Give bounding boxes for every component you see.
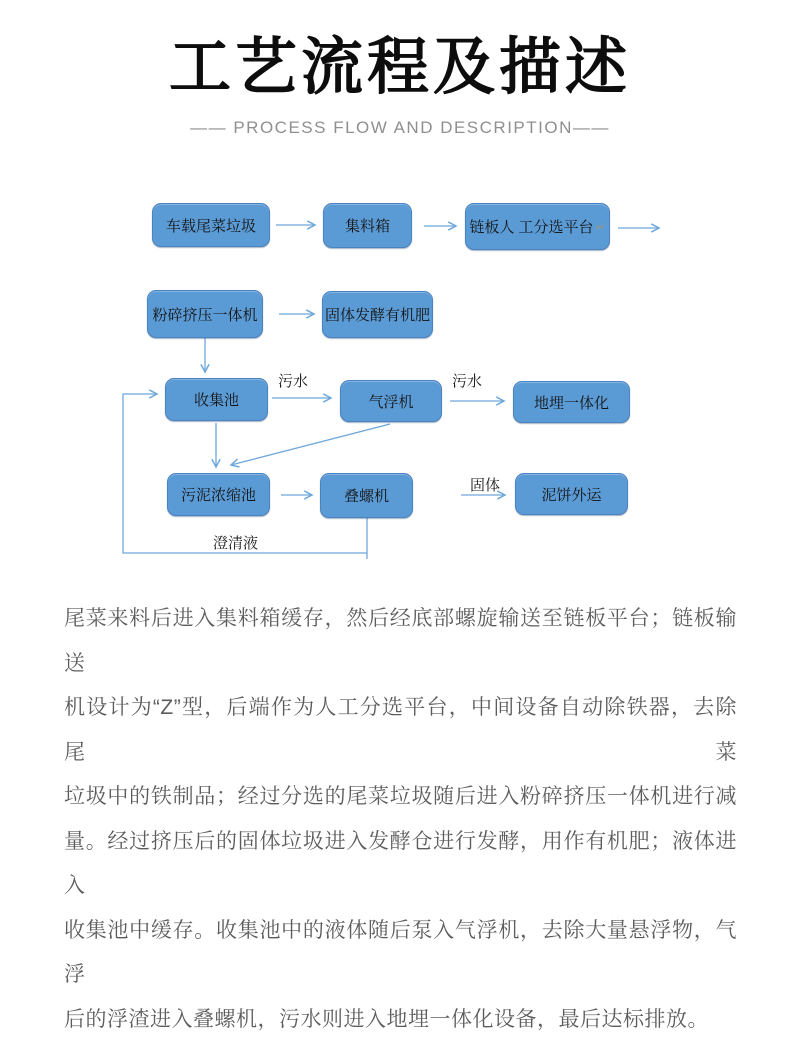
flow-node-label: 气浮机: [368, 391, 413, 412]
flow-node-chain-plate-platform: [465, 203, 610, 250]
page-subtitle: —— PROCESS FLOW AND DESCRIPTION——: [0, 118, 800, 138]
flow-node-label: 地埋一体化: [534, 392, 609, 413]
flow-node-air-flotation: [340, 380, 442, 422]
flow-node-label: 固体发酵有机肥: [325, 304, 430, 325]
page-title: 工艺流程及描述: [0, 34, 800, 102]
description-line: 垃圾中的铁制品；经过分选的尾菜垃圾随后进入粉碎挤压一体机进行减: [64, 775, 737, 820]
flow-node-label: 车载尾菜垃圾: [166, 215, 256, 236]
flow-node-label: 叠螺机: [344, 485, 389, 506]
flow-node-label: 链板人 工分选平台: [469, 216, 593, 237]
description-line: 后的浮渣进入叠螺机，污水则进入地埋一体化设备，最后达标排放。: [64, 998, 737, 1042]
flow-node-label: 粉碎挤压一体机: [152, 304, 257, 325]
flow-node-collection-pool: [165, 378, 268, 421]
process-description: [64, 597, 737, 1042]
flow-node-solid-fermentation: [322, 291, 433, 338]
flow-node-label: 污泥浓缩池: [181, 484, 256, 505]
edge-label-solid: 固体: [470, 474, 500, 495]
flow-node-collection-box: [323, 203, 412, 248]
description-line: 尾菜来料后进入集料箱缓存，然后经底部螺旋输送至链板平台；链板输送: [64, 597, 737, 686]
edge-label-sewage-2: 污水: [452, 370, 482, 391]
flow-node-label: 收集池: [194, 389, 239, 410]
flow-node-mud-cake-out: [515, 473, 628, 515]
flow-node-label: 泥饼外运: [541, 484, 601, 505]
process-flow-diagram: [0, 195, 800, 580]
edge-label-sewage-1: 污水: [278, 370, 308, 391]
flow-node-screw-press: [320, 473, 413, 518]
description-line: 收集池中缓存。收集池中的液体随后泵入气浮机，去除大量悬浮物，气浮: [64, 909, 737, 998]
flow-node-vehicle-waste: [152, 203, 270, 247]
return-mark: ↵: [596, 220, 606, 234]
flow-node-buried-integrated: [513, 381, 630, 423]
arrow-flotation-to-sludge: [231, 424, 390, 465]
flow-node-crush-squeeze-unit: [147, 290, 263, 338]
description-line: 机设计为“Z”型，后端作为人工分选平台，中间设备自动除铁器，去除尾菜: [64, 686, 737, 775]
edge-label-clarified-liquid: 澄清液: [213, 532, 258, 553]
flow-node-sludge-thickening: [167, 473, 270, 516]
description-line: 量。经过挤压后的固体垃圾进入发酵仓进行发酵，用作有机肥；液体进入: [64, 820, 737, 909]
flow-node-label: 集料箱: [345, 215, 390, 236]
